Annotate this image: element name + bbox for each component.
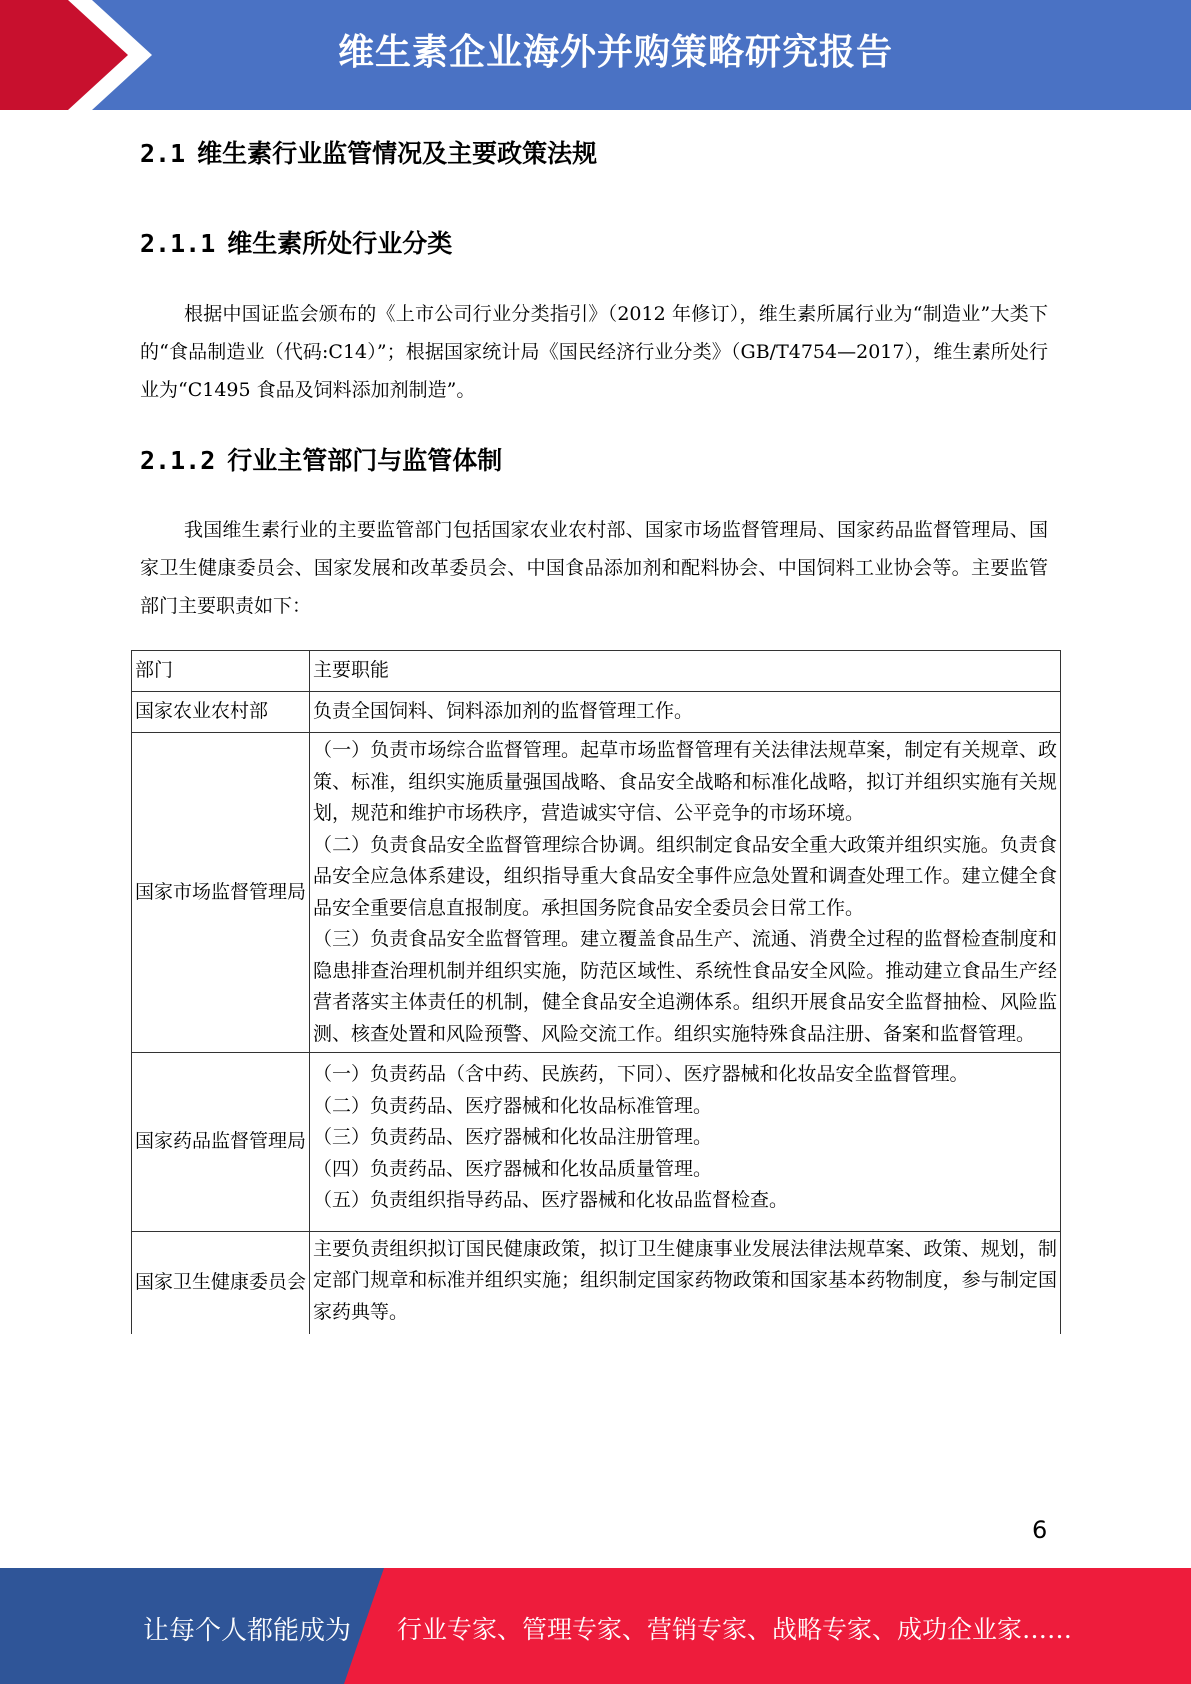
subsection-heading-1: [140, 224, 452, 260]
dept-cell: 国家市场监督管理局: [132, 733, 310, 1053]
report-title: 维生素企业海外并购策略研究报告: [338, 32, 894, 73]
regulator-table: [131, 650, 1061, 1334]
duty-item: （一）负责药品（含中药、民族药，下同）、医疗器械和化妆品安全监督管理。: [313, 1063, 969, 1085]
duty-item: （三）负责食品安全监督管理。建立覆盖食品生产、流通、消费全过程的监督检查制度和隐患排查治理机制并组织实施，防范区域性、系统性食品安全风险。推动建立食品生产经营者落实主体责任的机制，健全食品安全追溯体系。组织开展食品安全监督抽检、风险监测、核查处置和风险预警、风险交流工作。组织实施特殊食品注册、备案和监督管理。: [313, 928, 1057, 1045]
dept-cell: 国家卫生健康委员会: [132, 1231, 310, 1334]
section-number: 2.1: [140, 139, 186, 168]
duty-item: 负责全国饲料、饲料添加剂的监督管理工作。: [313, 700, 694, 723]
duty-item: （四）负责药品、医疗器械和化妆品质量管理。: [313, 1157, 713, 1180]
subsection-title-1: 维生素所处行业分类: [227, 229, 453, 258]
paragraph-regulators: 我国维生素行业的主要监管部门包括国家农业农村部、国家市场监督管理局、国家药品监督管理局、国家卫生健康委员会、国家发展和改革委员会、中国食品添加剂和配料协会、中国饲料工业协会等。主要监管部门主要职责如下：: [140, 519, 1048, 617]
subsection-title-2: 行业主管部门与监管体制: [227, 446, 503, 475]
duty-item: （二）负责食品安全监督管理综合协调。组织制定食品安全重大政策并组织实施。负责食品安全应急体系建设，组织指导重大食品安全事件应急处置和调查处理工作。建立健全食品安全重要信息直报制度。承担国务院食品安全委员会日常工作。: [313, 833, 1057, 919]
footer-slogan-left: 让每个人都能成为: [143, 1616, 352, 1646]
header-banner: [0, 0, 1191, 110]
section-title: 维生素行业监管情况及主要政策法规: [197, 139, 598, 168]
subsection-heading-2: [140, 441, 502, 477]
table-row: [132, 1053, 1061, 1232]
table-row: [132, 733, 1061, 1053]
paragraph-classification: 根据中国证监会颁布的《上市公司行业分类指引》（2012 年修订），维生素所属行业为“制造业”大类下的“食品制造业（代码:C14）”；根据国家统计局《国民经济行业分类》（GB/T4754—2017），维生素所处行业为“C1495 食品及饲料添加剂制造”。: [140, 303, 1048, 401]
page-number: 6: [1032, 1516, 1048, 1544]
duties-cell: [310, 692, 1061, 733]
table-header-row: [132, 651, 1061, 692]
dept-cell: 国家农业农村部: [132, 692, 310, 733]
section-heading: [140, 134, 597, 170]
table-header-dept: 部门: [132, 651, 310, 692]
footer-slogan-right: 行业专家、管理专家、营销专家、战略专家、成功企业家……: [397, 1615, 1073, 1644]
duties-cell: [310, 1053, 1061, 1232]
footer-banner: [0, 1568, 1191, 1684]
duties-cell: [310, 733, 1061, 1053]
subsection-number-2: 2.1.2: [140, 446, 216, 475]
duty-item: （三）负责药品、医疗器械和化妆品注册管理。: [313, 1126, 713, 1148]
duties-cell: [310, 1231, 1061, 1334]
table-row: [132, 1231, 1061, 1334]
dept-cell: 国家药品监督管理局: [132, 1053, 310, 1232]
duty-item: 主要负责组织拟订国民健康政策，拟订卫生健康事业发展法律法规草案、政策、规划，制定部门规章和标准并组织实施；组织制定国家药物政策和国家基本药物制度，参与制定国家药典等。: [313, 1237, 1057, 1323]
subsection-number-1: 2.1.1: [140, 229, 216, 258]
duty-item: （一）负责市场综合监督管理。起草市场监督管理有关法律法规草案，制定有关规章、政策、标准，组织实施质量强国战略、食品安全战略和标准化战略，拟订并组织实施有关规划，规范和维护市场秩序，营造诚实守信、公平竞争的市场环境。: [313, 739, 1057, 824]
duty-item: （五）负责组织指导药品、医疗器械和化妆品监督检查。: [313, 1189, 789, 1211]
duty-item: （二）负责药品、医疗器械和化妆品标准管理。: [313, 1094, 713, 1117]
table-header-duties: 主要职能: [310, 651, 1061, 692]
table-row: [132, 692, 1061, 733]
